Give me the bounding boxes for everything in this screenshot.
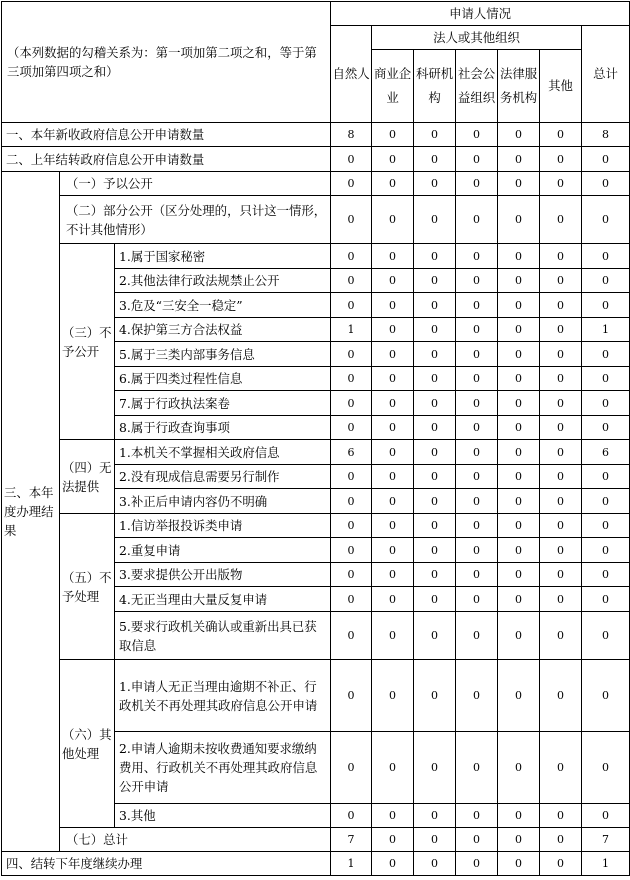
value-cell: 0 <box>456 538 498 563</box>
row-label: （二）部分公开（区分处理的，只计这一情形，不计其他情形） <box>60 196 331 244</box>
value-cell: 0 <box>372 244 414 269</box>
item-label: 2.没有现成信息需要另行制作 <box>115 465 331 489</box>
value-cell: 0 <box>582 416 630 440</box>
value-cell: 0 <box>414 172 456 196</box>
value-cell: 0 <box>498 244 540 269</box>
value-cell: 0 <box>498 489 540 514</box>
value-cell: 0 <box>456 563 498 587</box>
value-cell: 0 <box>456 342 498 367</box>
value-cell: 0 <box>582 147 630 172</box>
value-cell: 0 <box>540 342 582 367</box>
value-cell: 0 <box>498 514 540 538</box>
value-cell: 0 <box>414 269 456 293</box>
table-row <box>2 660 630 732</box>
value-cell: 0 <box>456 732 498 804</box>
value-cell: 0 <box>582 804 630 828</box>
value-cell: 0 <box>582 563 630 587</box>
section3-label: 三、本年度办理结果 <box>2 172 60 852</box>
value-cell: 0 <box>456 318 498 342</box>
natural-person-header: 自然人 <box>331 26 372 123</box>
value-cell: 0 <box>456 804 498 828</box>
row-label: 二、上年结转政府信息公开申请数量 <box>2 147 331 172</box>
group-label: （六）其他处理 <box>60 660 115 828</box>
value-cell: 0 <box>582 293 630 318</box>
table-row <box>2 147 630 172</box>
value-cell: 0 <box>331 514 372 538</box>
disclosure-table <box>1 1 630 876</box>
value-cell: 0 <box>498 612 540 660</box>
item-label: 3.要求提供公开出版物 <box>115 563 331 587</box>
value-cell: 8 <box>582 123 630 147</box>
value-cell: 0 <box>582 538 630 563</box>
item-label: 3.补正后申请内容仍不明确 <box>115 489 331 514</box>
value-cell: 0 <box>498 293 540 318</box>
applicant-header: 申请人情况 <box>331 2 630 26</box>
item-label: 5.要求行政机关确认或重新出具已获取信息 <box>115 612 331 660</box>
value-cell: 0 <box>331 367 372 391</box>
value-cell: 0 <box>540 123 582 147</box>
value-cell: 0 <box>456 440 498 465</box>
value-cell: 0 <box>331 660 372 732</box>
value-cell: 0 <box>331 804 372 828</box>
value-cell: 0 <box>331 563 372 587</box>
value-cell: 0 <box>414 244 456 269</box>
item-label: 3.危及“三安全一稳定” <box>115 293 331 318</box>
value-cell: 0 <box>456 489 498 514</box>
value-cell: 0 <box>456 172 498 196</box>
value-cell: 0 <box>414 123 456 147</box>
value-cell: 0 <box>540 489 582 514</box>
value-cell: 8 <box>331 123 372 147</box>
value-cell: 0 <box>498 147 540 172</box>
value-cell: 1 <box>582 318 630 342</box>
value-cell: 0 <box>582 465 630 489</box>
value-cell: 0 <box>540 244 582 269</box>
row-label: （一）予以公开 <box>60 172 331 196</box>
value-cell: 0 <box>498 342 540 367</box>
value-cell: 0 <box>372 489 414 514</box>
value-cell: 0 <box>582 172 630 196</box>
value-cell: 0 <box>372 269 414 293</box>
value-cell: 0 <box>414 489 456 514</box>
item-label: 3.其他 <box>115 804 331 828</box>
value-cell: 0 <box>498 563 540 587</box>
value-cell: 0 <box>456 367 498 391</box>
item-label: 1.信访举报投诉类申请 <box>115 514 331 538</box>
value-cell: 0 <box>414 196 456 244</box>
value-cell: 0 <box>540 391 582 416</box>
value-cell: 0 <box>372 440 414 465</box>
value-cell: 0 <box>331 489 372 514</box>
value-cell: 0 <box>414 828 456 852</box>
value-cell: 0 <box>582 391 630 416</box>
value-cell: 0 <box>456 828 498 852</box>
value-cell: 0 <box>372 804 414 828</box>
value-cell: 0 <box>456 612 498 660</box>
item-label: 5.属于三类内部事务信息 <box>115 342 331 367</box>
value-cell: 0 <box>582 489 630 514</box>
value-cell: 0 <box>498 465 540 489</box>
value-cell: 0 <box>582 732 630 804</box>
value-cell: 0 <box>456 269 498 293</box>
value-cell: 0 <box>498 416 540 440</box>
value-cell: 0 <box>540 367 582 391</box>
value-cell: 0 <box>372 123 414 147</box>
value-cell: 0 <box>331 147 372 172</box>
value-cell: 0 <box>414 465 456 489</box>
value-cell: 0 <box>331 612 372 660</box>
item-label: 1.属于国家秘密 <box>115 244 331 269</box>
value-cell: 0 <box>372 612 414 660</box>
table-row <box>2 123 630 147</box>
value-cell: 0 <box>498 440 540 465</box>
value-cell: 0 <box>498 196 540 244</box>
value-cell: 0 <box>540 196 582 244</box>
item-label: 2.申请人逾期未按收费通知要求缴纳费用、行政机关不再处理其政府信息公开申请 <box>115 732 331 804</box>
value-cell: 6 <box>582 440 630 465</box>
value-cell: 0 <box>372 828 414 852</box>
value-cell: 0 <box>414 416 456 440</box>
value-cell: 0 <box>540 172 582 196</box>
value-cell: 0 <box>372 293 414 318</box>
value-cell: 0 <box>414 342 456 367</box>
group-label: （三）不予公开 <box>60 244 115 440</box>
value-cell: 0 <box>540 732 582 804</box>
value-cell: 0 <box>582 514 630 538</box>
value-cell: 0 <box>331 538 372 563</box>
value-cell: 0 <box>540 660 582 732</box>
value-cell: 1 <box>582 852 630 876</box>
table-row <box>2 172 630 196</box>
value-cell: 0 <box>456 587 498 612</box>
value-cell: 0 <box>498 269 540 293</box>
value-cell: 0 <box>414 804 456 828</box>
value-cell: 0 <box>582 367 630 391</box>
value-cell: 0 <box>372 318 414 342</box>
org-header-research: 科研机构 <box>414 50 456 123</box>
value-cell: 0 <box>414 318 456 342</box>
value-cell: 0 <box>414 852 456 876</box>
value-cell: 0 <box>372 367 414 391</box>
row-label: 一、本年新收政府信息公开申请数量 <box>2 123 331 147</box>
org-header-legal-service: 法律服务机构 <box>498 50 540 123</box>
value-cell: 1 <box>331 852 372 876</box>
value-cell: 0 <box>372 852 414 876</box>
group-label: （四）无法提供 <box>60 440 115 514</box>
value-cell: 0 <box>331 416 372 440</box>
value-cell: 0 <box>540 440 582 465</box>
value-cell: 0 <box>456 123 498 147</box>
value-cell: 0 <box>414 293 456 318</box>
value-cell: 0 <box>540 416 582 440</box>
value-cell: 0 <box>540 293 582 318</box>
value-cell: 0 <box>582 244 630 269</box>
table-row <box>2 244 630 269</box>
value-cell: 0 <box>414 660 456 732</box>
value-cell: 0 <box>414 391 456 416</box>
value-cell: 0 <box>331 465 372 489</box>
value-cell: 0 <box>414 732 456 804</box>
value-cell: 0 <box>498 852 540 876</box>
value-cell: 6 <box>331 440 372 465</box>
value-cell: 0 <box>372 538 414 563</box>
item-label: 2.重复申请 <box>115 538 331 563</box>
value-cell: 0 <box>456 244 498 269</box>
value-cell: 0 <box>582 196 630 244</box>
value-cell: 0 <box>372 147 414 172</box>
value-cell: 0 <box>331 172 372 196</box>
total-header: 总计 <box>582 26 630 123</box>
value-cell: 0 <box>456 147 498 172</box>
value-cell: 0 <box>540 147 582 172</box>
value-cell: 0 <box>498 828 540 852</box>
value-cell: 0 <box>331 269 372 293</box>
value-cell: 0 <box>540 828 582 852</box>
value-cell: 0 <box>498 123 540 147</box>
value-cell: 0 <box>540 587 582 612</box>
value-cell: 0 <box>582 660 630 732</box>
value-cell: 0 <box>414 367 456 391</box>
value-cell: 1 <box>331 318 372 342</box>
value-cell: 0 <box>414 514 456 538</box>
org-header-business: 商业企业 <box>372 50 414 123</box>
value-cell: 0 <box>498 172 540 196</box>
value-cell: 0 <box>414 612 456 660</box>
item-label: 1.申请人无正当理由逾期不补正、行政机关不再处理其政府信息公开申请 <box>115 660 331 732</box>
value-cell: 0 <box>540 804 582 828</box>
value-cell: 0 <box>331 342 372 367</box>
value-cell: 0 <box>540 269 582 293</box>
value-cell: 0 <box>331 293 372 318</box>
value-cell: 0 <box>414 538 456 563</box>
item-label: 8.属于行政查询事项 <box>115 416 331 440</box>
item-label: 7.属于行政执法案卷 <box>115 391 331 416</box>
group-label: （五）不予处理 <box>60 514 115 660</box>
value-cell: 0 <box>372 196 414 244</box>
item-label: 4.保护第三方合法权益 <box>115 318 331 342</box>
value-cell: 0 <box>331 391 372 416</box>
legal-group-header: 法人或其他组织 <box>372 26 582 50</box>
value-cell: 0 <box>456 196 498 244</box>
value-cell: 0 <box>456 465 498 489</box>
value-cell: 0 <box>540 318 582 342</box>
value-cell: 0 <box>456 514 498 538</box>
item-label: 4.无正当理由大量反复申请 <box>115 587 331 612</box>
value-cell: 0 <box>331 244 372 269</box>
value-cell: 0 <box>456 416 498 440</box>
value-cell: 0 <box>372 514 414 538</box>
value-cell: 0 <box>372 172 414 196</box>
item-label: 6.属于四类过程性信息 <box>115 367 331 391</box>
value-cell: 0 <box>540 465 582 489</box>
item-label: 2.其他法律行政法规禁止公开 <box>115 269 331 293</box>
value-cell: 0 <box>456 391 498 416</box>
row-label: 四、结转下年度继续办理 <box>2 852 331 876</box>
value-cell: 0 <box>540 563 582 587</box>
value-cell: 0 <box>498 732 540 804</box>
value-cell: 0 <box>372 563 414 587</box>
table-note: （本列数据的勾稽关系为：第一项加第二项之和，等于第三项加第四项之和） <box>2 2 331 123</box>
value-cell: 0 <box>582 269 630 293</box>
table-row <box>2 440 630 465</box>
value-cell: 0 <box>414 563 456 587</box>
table-row <box>2 852 630 876</box>
value-cell: 0 <box>498 660 540 732</box>
value-cell: 0 <box>414 147 456 172</box>
value-cell: 0 <box>456 852 498 876</box>
value-cell: 0 <box>331 196 372 244</box>
value-cell: 0 <box>498 367 540 391</box>
value-cell: 0 <box>498 391 540 416</box>
value-cell: 0 <box>582 587 630 612</box>
value-cell: 0 <box>582 342 630 367</box>
value-cell: 0 <box>456 293 498 318</box>
value-cell: 0 <box>372 587 414 612</box>
value-cell: 0 <box>498 318 540 342</box>
value-cell: 0 <box>540 612 582 660</box>
value-cell: 0 <box>540 538 582 563</box>
table-row <box>2 828 630 852</box>
value-cell: 7 <box>331 828 372 852</box>
value-cell: 0 <box>456 660 498 732</box>
value-cell: 0 <box>498 587 540 612</box>
value-cell: 0 <box>540 514 582 538</box>
value-cell: 0 <box>372 342 414 367</box>
value-cell: 0 <box>414 440 456 465</box>
value-cell: 0 <box>331 732 372 804</box>
value-cell: 0 <box>372 416 414 440</box>
org-header-other: 其他 <box>540 50 582 123</box>
org-header-public-welfare: 社会公益组织 <box>456 50 498 123</box>
value-cell: 0 <box>372 465 414 489</box>
value-cell: 0 <box>372 660 414 732</box>
value-cell: 0 <box>372 732 414 804</box>
value-cell: 0 <box>331 587 372 612</box>
value-cell: 0 <box>498 804 540 828</box>
row-label: （七）总计 <box>60 828 331 852</box>
value-cell: 0 <box>372 391 414 416</box>
value-cell: 0 <box>498 538 540 563</box>
table-row <box>2 514 630 538</box>
value-cell: 0 <box>414 587 456 612</box>
value-cell: 7 <box>582 828 630 852</box>
value-cell: 0 <box>540 852 582 876</box>
item-label: 1.本机关不掌握相关政府信息 <box>115 440 331 465</box>
table-row <box>2 196 630 244</box>
value-cell: 0 <box>582 612 630 660</box>
